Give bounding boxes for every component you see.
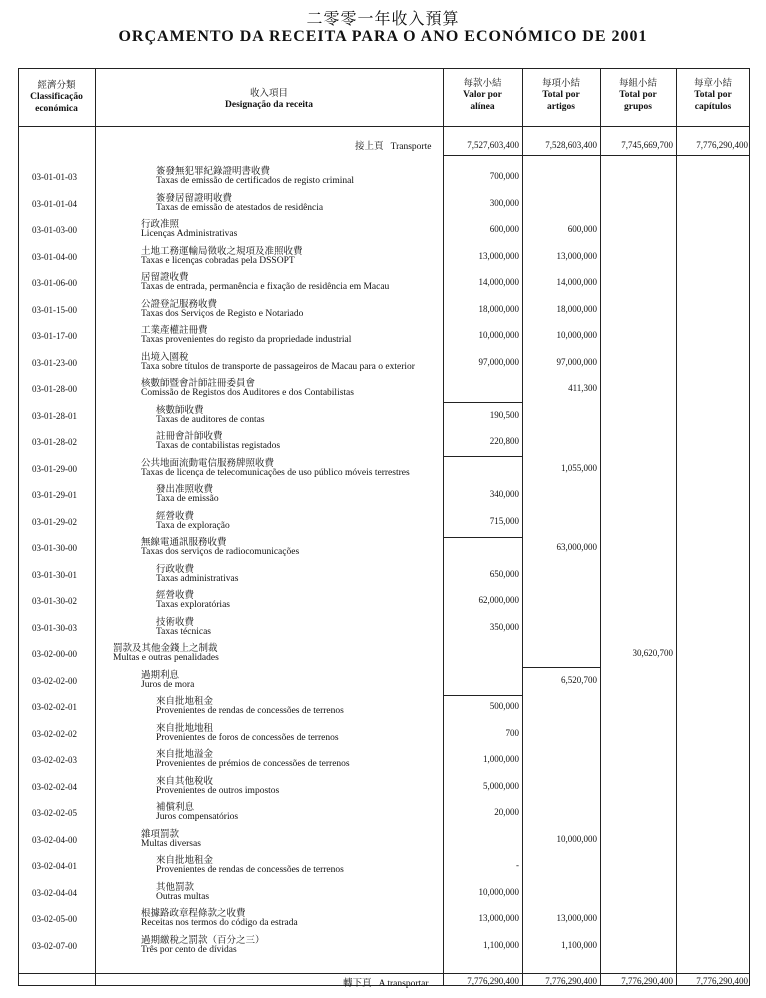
table-frame [18, 68, 750, 986]
row-designation-pt: Juros de mora [141, 679, 195, 690]
row-designation-pt: Taxas de emissão de certificados de registo criminal [156, 176, 354, 186]
row-designation-zh: 無線電通訊服務收費 [141, 537, 227, 548]
row-alinea: 1,000,000 [483, 754, 519, 764]
row-artigos: 6,520,700 [561, 674, 597, 685]
footer-alinea: 7,776,290,400 [467, 976, 519, 986]
transport-capitulos: 7,776,290,400 [696, 140, 748, 150]
header-classification: 經濟分類 Classificação económica [30, 80, 83, 114]
row-alinea: 500,000 [489, 701, 519, 711]
row-designation-pt: Três por cento de dívidas [141, 944, 237, 955]
row-code: 03-01-03-00 [32, 225, 77, 235]
col-divider [95, 68, 96, 986]
row-code: 03-01-28-01 [32, 410, 77, 421]
row-alinea: 18,000,000 [478, 303, 519, 314]
row-designation-zh: 出境入園稅 [141, 351, 189, 363]
row-designation-pt: Provenientes de prémios de concessões de terrenos [156, 759, 350, 769]
row-designation-pt: Taxas exploratórias [156, 600, 230, 610]
row-alinea: 190,500 [489, 409, 519, 420]
row-designation-pt: Provenientes de foros de concessões de terrenos [156, 732, 339, 743]
row-alinea: 10,000,000 [478, 330, 519, 340]
row-designation-zh: 公證登記服務收費 [141, 298, 218, 310]
row-designation-zh: 註冊會計師收費 [156, 431, 223, 442]
row-designation-zh: 罰款及其他金錢上之制裁 [113, 643, 218, 654]
row-alinea: 700 [505, 727, 519, 738]
row-alinea: 300,000 [489, 197, 519, 208]
footer-capitulos: 7,776,290,400 [696, 976, 748, 986]
row-designation-zh: 行政收費 [156, 563, 195, 575]
header-grupos: 每組小結 Total por grupos [618, 78, 657, 112]
row-code: 03-02-02-00 [32, 675, 77, 686]
row-designation-zh: 來自批地租金 [156, 696, 214, 707]
row-designation-zh: 土地工務運輸局徵收之規項及准照收費 [141, 245, 303, 257]
row-designation-zh: 工業產權註冊費 [141, 325, 208, 336]
row-designation-zh: 經營收費 [156, 510, 195, 522]
row-artigos: 18,000,000 [556, 303, 597, 314]
col-divider [522, 68, 523, 986]
transport-alinea: 7,527,603,400 [467, 140, 519, 150]
row-code: 03-02-02-03 [32, 755, 77, 765]
row-alinea: 600,000 [489, 224, 519, 234]
row-designation-pt: Receitas nos termos do código da estrada [141, 918, 298, 928]
row-designation-zh: 簽發居留證明收費 [156, 192, 233, 204]
row-designation-pt: Taxas de contabilistas registados [156, 441, 281, 451]
row-artigos: 411,300 [568, 383, 597, 393]
row-designation-zh: 公共地面流動電信服務牌照收費 [141, 457, 275, 469]
row-code: 03-02-02-05 [32, 808, 77, 818]
header-divider [18, 126, 750, 127]
row-designation-zh: 來自其他稅收 [156, 775, 214, 787]
row-designation-zh: 雜項罰款 [141, 828, 180, 840]
row-alinea: 220,800 [489, 436, 519, 446]
col-divider [600, 68, 601, 986]
transport-grupos: 7,745,669,700 [621, 140, 673, 150]
row-alinea: 340,000 [489, 489, 519, 499]
row-designation-zh: 來自批地溢金 [156, 749, 214, 760]
row-code: 03-01-29-00 [32, 463, 77, 474]
row-designation-pt: Taxa de emissão [156, 494, 219, 504]
row-code: 03-01-04-00 [32, 251, 77, 262]
footer-divider [18, 973, 750, 974]
row-alinea: 13,000,000 [478, 250, 519, 261]
row-designation-zh: 發出准照收費 [156, 484, 214, 495]
row-designation-pt: Taxas e licenças cobradas pela DSSOPT [141, 255, 295, 266]
row-designation-zh: 來自批地租金 [156, 855, 214, 866]
header-designation: 收入項目 Designação da receita [225, 88, 313, 110]
row-artigos: 10,000,000 [556, 330, 597, 340]
row-artigos: 1,055,000 [561, 462, 597, 473]
row-designation-pt: Comissão de Registos dos Auditores e dos Contabilistas [141, 388, 354, 398]
row-code: 03-01-23-00 [32, 357, 77, 368]
subtotal-rule [443, 402, 522, 403]
row-alinea: 650,000 [489, 568, 519, 579]
row-designation-pt: Licenças Administrativas [141, 229, 238, 239]
subtotal-rule [443, 537, 522, 538]
footer-grupos: 7,776,290,400 [621, 976, 673, 986]
row-artigos: 14,000,000 [556, 277, 597, 287]
row-designation-pt: Taxas de emissão de atestados de residência [156, 202, 324, 213]
row-designation-pt: Taxa sobre títulos de transporte de passageiros de Macau para o exterior [141, 361, 415, 372]
transport-divider [443, 155, 750, 156]
row-artigos: 97,000,000 [556, 356, 597, 367]
row-code: 03-02-07-00 [32, 940, 77, 951]
row-code: 03-01-29-01 [32, 490, 77, 500]
row-code: 03-01-30-02 [32, 596, 77, 606]
row-designation-zh: 行政准照 [141, 219, 180, 230]
row-designation-pt: Provenientes de rendas de concessões de terrenos [156, 865, 344, 875]
row-code: 03-02-04-01 [32, 861, 77, 871]
row-alinea: 1,100,000 [483, 939, 519, 950]
row-alinea: 350,000 [489, 621, 519, 632]
row-code: 03-02-02-04 [32, 781, 77, 792]
row-designation-pt: Provenientes de rendas de concessões de terrenos [156, 706, 344, 716]
row-code: 03-01-01-04 [32, 198, 77, 209]
row-designation-zh: 技術收費 [156, 616, 195, 628]
row-designation-pt: Taxas provenientes do registo da propriedade industrial [141, 335, 352, 345]
subtotal-rule [443, 695, 522, 696]
row-code: 03-02-05-00 [32, 914, 77, 924]
row-designation-pt: Taxas dos serviços de radiocomunicações [141, 547, 300, 557]
row-designation-zh: 過期利息 [141, 669, 180, 681]
title-portuguese: ORÇAMENTO DA RECEITA PARA O ANO ECONÓMICO DE 2001 [118, 28, 648, 45]
row-designation-zh: 核數師暨會計師註冊委員會 [141, 378, 256, 389]
row-artigos: 63,000,000 [556, 542, 597, 552]
row-code: 03-01-15-00 [32, 304, 77, 315]
row-code: 03-01-30-01 [32, 569, 77, 580]
row-alinea: 715,000 [489, 515, 519, 526]
row-code: 03-02-04-00 [32, 834, 77, 845]
row-alinea: 14,000,000 [478, 277, 519, 287]
row-code: 03-01-29-02 [32, 516, 77, 527]
row-code: 03-02-02-01 [32, 702, 77, 712]
row-designation-pt: Provenientes de outros impostos [156, 785, 280, 796]
row-designation-pt: Multas diversas [141, 838, 201, 849]
row-artigos: 13,000,000 [556, 913, 597, 923]
row-artigos: 600,000 [567, 224, 597, 234]
row-alinea: - [516, 860, 519, 870]
subtotal-rule [522, 667, 600, 668]
row-alinea: 20,000 [494, 807, 519, 817]
row-designation-zh: 其他罰款 [156, 881, 195, 893]
header-alinea: 每款小結 Valor por alínea [463, 78, 502, 112]
row-designation-zh: 居留證收費 [141, 272, 189, 283]
row-code: 03-02-02-02 [32, 728, 77, 739]
row-code: 03-01-30-00 [32, 543, 77, 553]
row-alinea: 10,000,000 [478, 886, 519, 897]
header-capitulos: 每章小結 Total por capítulos [693, 78, 732, 112]
col-divider [676, 68, 677, 986]
row-alinea: 13,000,000 [478, 913, 519, 923]
footer-artigos: 7,776,290,400 [545, 976, 597, 986]
row-designation-pt: Taxa de exploração [156, 520, 230, 531]
row-code: 03-01-17-00 [32, 331, 77, 341]
row-code: 03-01-28-00 [32, 384, 77, 394]
row-designation-pt: Outras multas [156, 891, 210, 902]
row-designation-pt: Taxas de entrada, permanência e fixação de residência em Macau [141, 282, 390, 292]
row-grupos: 30,620,700 [632, 648, 673, 658]
row-code: 03-01-01-03 [32, 172, 77, 182]
row-code: 03-01-28-02 [32, 437, 77, 447]
row-designation-zh: 簽發無犯罪紀錄證明書收費 [156, 166, 271, 177]
row-alinea: 700,000 [489, 171, 519, 181]
row-alinea: 62,000,000 [478, 595, 519, 605]
footer-label: 轉下頁 A transportar [343, 979, 429, 989]
transport-artigos: 7,528,603,400 [545, 140, 597, 150]
row-designation-pt: Juros compensatórios [156, 812, 239, 822]
row-designation-pt: Taxas administrativas [156, 573, 239, 584]
row-code: 03-01-06-00 [32, 278, 77, 288]
row-designation-zh: 核數師收費 [156, 404, 204, 416]
row-designation-pt: Taxas de auditores de contas [156, 414, 265, 425]
row-alinea: 5,000,000 [483, 780, 519, 791]
row-designation-zh: 來自批地地租 [156, 722, 214, 734]
row-designation-pt: Multas e outras penalidades [113, 653, 219, 663]
row-code: 03-02-04-04 [32, 887, 77, 898]
row-designation-pt: Taxas de licença de telecomunicações de uso público móveis terrestres [141, 467, 410, 478]
row-code: 03-02-00-00 [32, 649, 77, 659]
subtotal-rule [443, 456, 522, 457]
row-designation-zh: 根據路政章程條款之收費 [141, 908, 246, 919]
row-artigos: 10,000,000 [556, 833, 597, 844]
row-code: 03-01-30-03 [32, 622, 77, 633]
transport-label: 接上頁 Transporte [355, 142, 432, 152]
header-artigos: 每項小結 Total por artigos [541, 78, 580, 112]
row-artigos: 13,000,000 [556, 250, 597, 261]
row-designation-zh: 經營收費 [156, 590, 195, 601]
row-designation-zh: 過期繳稅之罰款（百分之三） [141, 934, 265, 946]
title-chinese: 二零零一年收入預算 [306, 9, 460, 28]
row-artigos: 1,100,000 [561, 939, 597, 950]
row-designation-pt: Taxas dos Serviços de Registo e Notariado [141, 308, 304, 319]
row-designation-zh: 補償利息 [156, 802, 195, 813]
row-designation-pt: Taxas técnicas [156, 626, 211, 637]
row-alinea: 97,000,000 [478, 356, 519, 367]
